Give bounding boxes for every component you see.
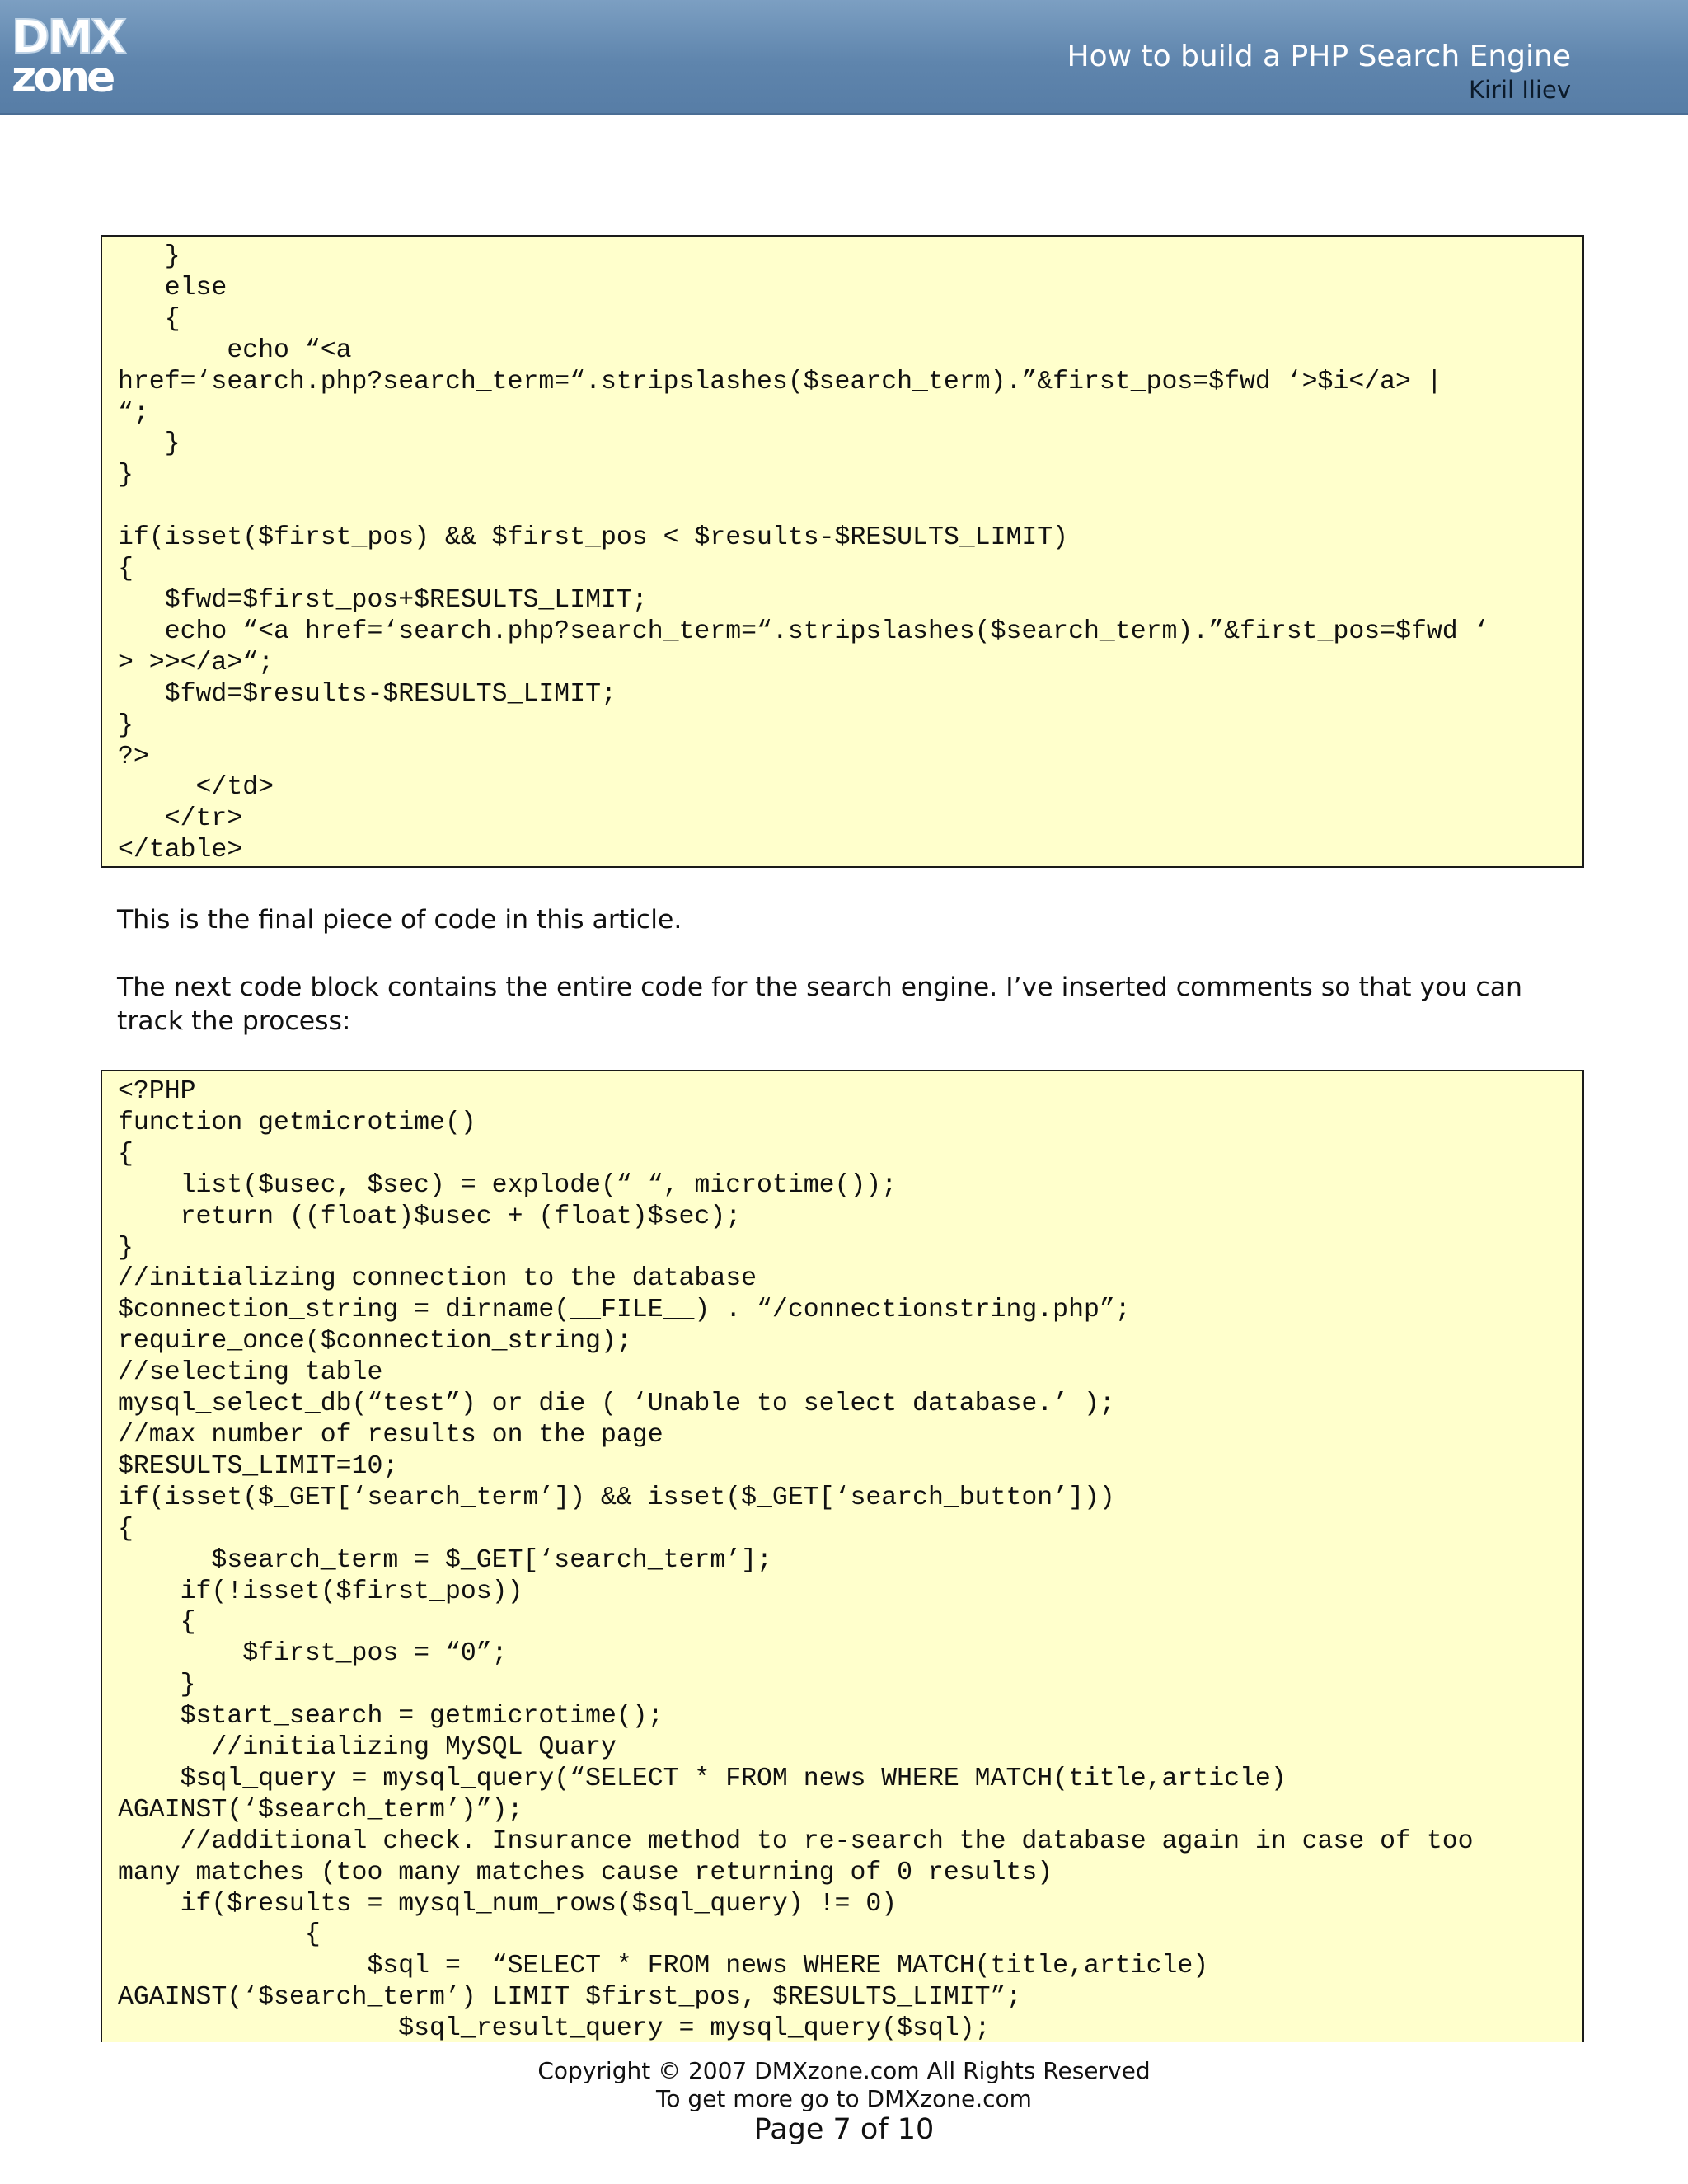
document-author: Kiril Iliev <box>1468 76 1571 104</box>
footer-copyright: Copyright © 2007 DMXzone.com All Rights Reserved <box>537 2057 1151 2084</box>
logo-text-top: DMX <box>12 11 124 64</box>
code-block-1 <box>101 235 1584 868</box>
code-block-1-text: } else { echo “<a href=‘search.php?search_term=“.stripslashes($search_term).”&first_pos=$fwd ‘>$i</a> | “; } } if(isset($first_pos) && $first_pos < $results-$RESULTS_LIMIT) { $fwd=$first_pos+$RESULTS_LIMIT; echo “<a href=‘search.php?search_term=“.stripslashes($search_term).”&first_pos=$fwd ‘ > >></a>“; $fwd=$results-$RESULTS_LIMIT; } ?> </td> </tr> </table> <box>118 242 1489 865</box>
page-header <box>0 0 1688 115</box>
code-block-2 <box>101 1070 1584 2042</box>
code-block-2-text: <?PHP function getmicrotime() { list($usec, $sec) = explode(“ “, microtime()); return ((float)$usec + (float)$sec); } //initializing connection to the database $connection_string = dirname(__FILE__) . “/connectionstring.php”; require_once($connection_string); //selecting table mysql_select_db(“test”) or die ( ‘Unable to select database.’ ); //max number of results on the page $RESULTS_LIMIT=10; if(isset($_GET[‘search_term’]) && isset($_GET[‘search_button’])) { $search_term = $_GET[‘search_term’]; if(!isset($first_pos)) { $first_pos = “0”; } $start_search = getmicrotime(); //initializing MySQL Quary $sql_query = mysql_query(“SELECT * FROM news WHERE MATCH(title,article) AGAINST(‘$search_term’)”); //additional check. Insurance method to re-search the database again in case of too many matches (too many matches cause returning of 0 results) if($results = mysql_num_rows($sql_query) != 0) { $sql = “SELECT * FROM news WHERE MATCH(title,article) AGAINST(‘$search_term’) LIMIT $first_pos, $RESULTS_LIMIT”; $sql_result_query = mysql_query($sql); <box>118 1077 1474 2042</box>
footer-more-link: To get more go to DMXzone.com <box>656 2085 1032 2112</box>
paragraph-final-code: This is the final piece of code in this article. <box>117 905 682 935</box>
document-title: How to build a PHP Search Engine <box>1067 40 1571 73</box>
paragraph-next-code: The next code block contains the entire code for the search engine. I’ve inserted comments so that you can track the process: <box>117 972 1523 1036</box>
dmxzone-logo <box>12 11 124 102</box>
logo-text-bottom: zone <box>12 53 113 102</box>
footer-page-number: Page 7 of 10 <box>753 2113 935 2146</box>
